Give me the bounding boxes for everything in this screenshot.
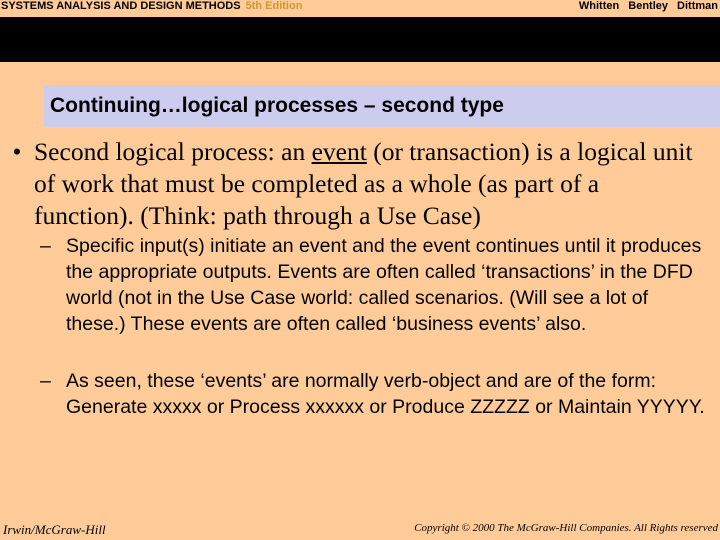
- slide-header: [0, 0, 720, 17]
- slide-title: Continuing…logical processes – second type: [44, 85, 720, 127]
- main-bullet-text: [34, 136, 694, 232]
- sub-bullet-marker: –: [40, 235, 51, 257]
- edition-label: 5th Edition: [245, 0, 303, 12]
- main-bullet-after: (or transaction) is a logical unit of work that must be completed as a whole (as part of a function). (Think: path through a Use Case): [34, 137, 693, 230]
- main-bullet-emphasis: event: [311, 137, 367, 166]
- header-black-bar: [0, 17, 720, 62]
- authors-label: Whitten Bentley Dittman: [578, 0, 718, 12]
- main-bullet-before: Second logical process: an: [34, 137, 312, 166]
- copyright-label: Copyright © 2000 The McGraw-Hill Companies. All Rights reserved: [414, 522, 718, 534]
- book-title-text: SYSTEMS ANALYSIS AND DESIGN METHODS: [1, 0, 241, 12]
- sub-bullet-marker: –: [40, 370, 51, 392]
- publisher-label: Irwin/McGraw-Hill: [3, 522, 106, 537]
- sub-bullet-text: Specific input(s) initiate an event and the event continues until it produces the appropriate outputs. Events are often called ‘transactions’ in the DFD world (not in the Use Case world: called scenarios. (Will see a lot of these.) These events are often called ‘business events’ also.: [66, 235, 702, 335]
- bullet-marker: •: [12, 137, 22, 166]
- sub-bullet-text: As seen, these ‘events’ are normally verb-object and are of the form: Generate xxxxx or Process xxxxxx or Produce ZZZZZ or Maintain YYYYY.: [66, 370, 705, 418]
- book-title: [1, 0, 302, 12]
